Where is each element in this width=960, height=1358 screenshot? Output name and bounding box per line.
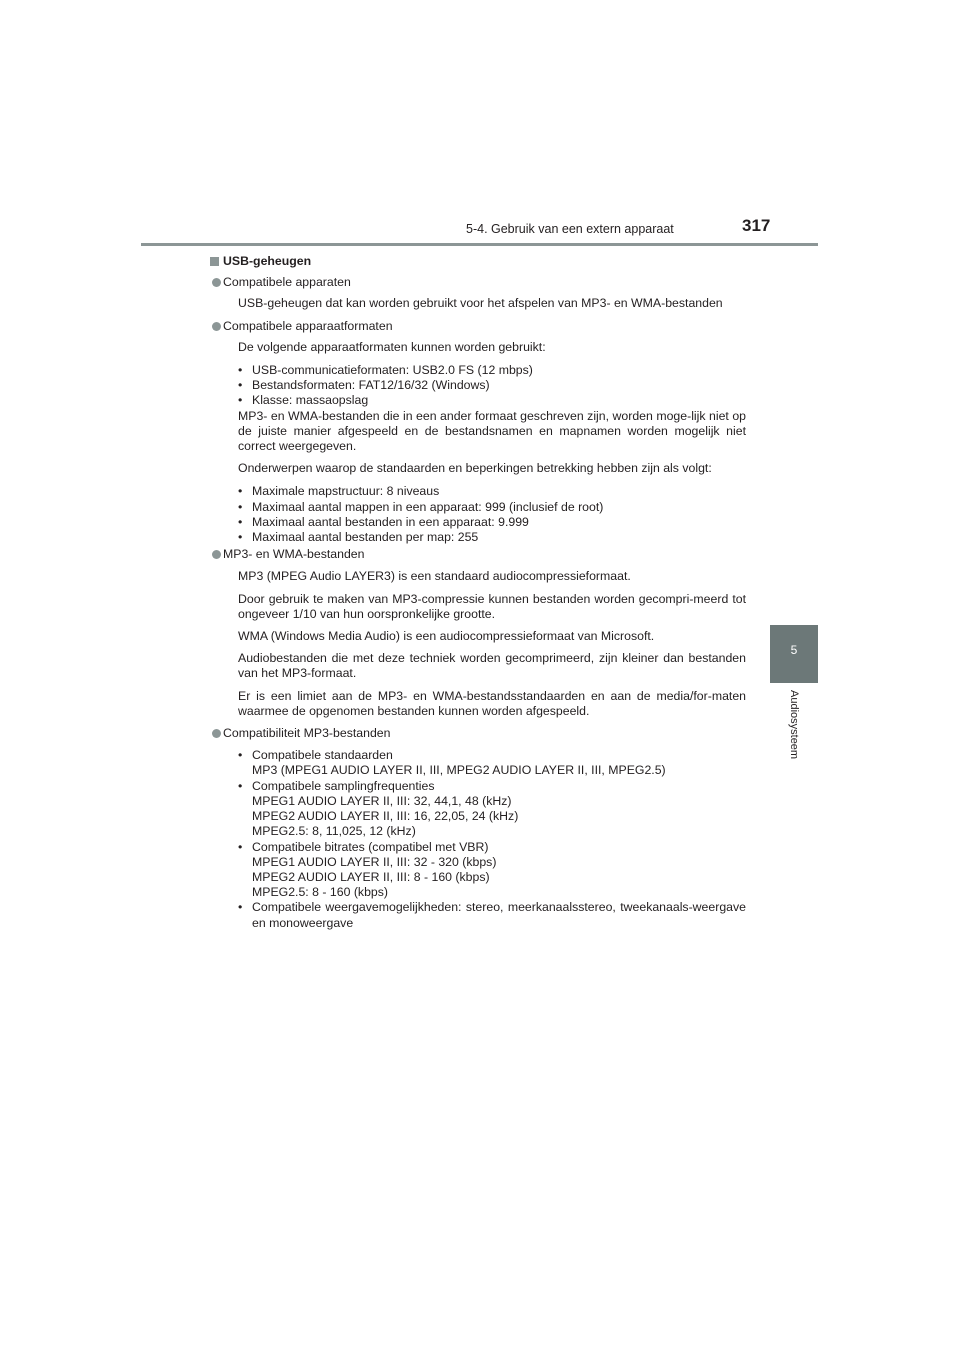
paragraph: De volgende apparaatformaten kunnen worden gebruikt:: [238, 339, 546, 354]
list-item-detail: MPEG1 AUDIO LAYER II, III: 32 - 320 (kbps): [252, 854, 497, 869]
bullet-mp3-wma-files: [210, 547, 746, 562]
circle-bullet-icon: [212, 278, 221, 287]
page-number: 317: [742, 216, 771, 235]
list-item: • Compatibele samplingfrequenties: [238, 779, 746, 794]
paragraph: Er is een limiet aan de MP3- en WMA-bestandsstandaarden en aan de media/for-maten waarmee de opgenomen bestanden kunnen worden afgespeeld.: [238, 688, 746, 718]
list-item: • Maximaal aantal mappen in een apparaat: 999 (inclusief de root): [238, 500, 746, 515]
chapter-number: 5: [790, 643, 798, 657]
format-list: [210, 363, 746, 409]
list-item: • Bestandsformaten: FAT12/16/32 (Windows): [238, 378, 746, 393]
paragraph: Door gebruik te maken van MP3-compressie kunnen bestanden worden gecompri-meerd tot ongeveer 1/10 van hun oorspronkelijke grootte.: [238, 591, 746, 621]
bullet-device-formats: [210, 319, 746, 334]
section-heading: [210, 254, 746, 269]
list-item-detail: MPEG2.5: 8 - 160 (kbps): [252, 885, 389, 900]
list-item: • Maximale mapstructuur: 8 niveaus: [238, 484, 746, 499]
bullet-title: Compatibele apparaatformaten: [223, 318, 393, 333]
circle-bullet-icon: [212, 550, 221, 559]
limits-list: [210, 484, 746, 545]
list-item: • Compatibele standaarden: [238, 748, 746, 763]
list-item: • Compatibele weergavemogelijkheden: stereo, meerkanaalsstereo, tweekanaals-weergave en monoweergave: [238, 900, 746, 930]
circle-bullet-icon: [212, 729, 221, 738]
paragraph: USB-geheugen dat kan worden gebruikt voor het afspelen van MP3- en WMA-bestanden: [238, 296, 723, 311]
header-rule: [141, 243, 818, 246]
list-item-detail: MP3 (MPEG1 AUDIO LAYER II, III, MPEG2 AUDIO LAYER II, III, MPEG2.5): [252, 763, 666, 778]
square-bullet-icon: [210, 257, 219, 266]
bullet-title: MP3- en WMA-bestanden: [223, 547, 365, 562]
circle-bullet-icon: [212, 322, 221, 331]
list-item-detail: MPEG1 AUDIO LAYER II, III: 32, 44,1, 48 (kHz): [252, 793, 512, 808]
compatibility-list: [210, 748, 746, 930]
bullet-title: Compatibele apparaten: [223, 275, 351, 290]
paragraph: WMA (Windows Media Audio) is een audiocompressieformaat van Microsoft.: [238, 629, 655, 644]
paragraph: MP3 (MPEG Audio LAYER3) is een standaard audiocompressieformaat.: [238, 569, 631, 584]
page-content: [210, 254, 746, 931]
section-title: 5-4. Gebruik van een extern apparaat: [466, 222, 674, 236]
list-item-detail: MPEG2.5: 8, 11,025, 12 (kHz): [252, 824, 416, 839]
paragraph: Onderwerpen waarop de standaarden en beperkingen betrekking hebben zijn als volgt:: [238, 461, 712, 476]
list-item: • Klasse: massaopslag: [238, 393, 746, 408]
list-item: • Maximaal aantal bestanden in een apparaat: 9.999: [238, 515, 746, 530]
section-heading-text: USB-geheugen: [223, 254, 312, 268]
list-item-detail: MPEG2 AUDIO LAYER II, III: 16, 22,05, 24 (kHz): [252, 809, 519, 824]
paragraph: MP3- en WMA-bestanden die in een ander formaat geschreven zijn, worden moge-lijk niet op de juiste manier afgespeeld en de bestandsnamen en mapnamen worden mogelijk niet correct weergegeven.: [238, 408, 746, 454]
chapter-tab: [770, 625, 818, 683]
list-item: • Maximaal aantal bestanden per map: 255: [238, 530, 746, 545]
list-item-detail: MPEG2 AUDIO LAYER II, III: 8 - 160 (kbps): [252, 869, 490, 884]
bullet-compatible-devices: [210, 275, 746, 290]
list-item: • USB-communicatieformaten: USB2.0 FS (12 mbps): [238, 363, 746, 378]
bullet-mp3-compatibility: [210, 726, 746, 741]
list-item: • Compatibele bitrates (compatibel met VBR): [238, 840, 746, 855]
chapter-label: Audiosysteem: [788, 690, 800, 760]
paragraph: Audiobestanden die met deze techniek worden gecomprimeerd, zijn kleiner dan bestanden van het MP3-formaat.: [238, 651, 746, 681]
bullet-title: Compatibiliteit MP3-bestanden: [223, 726, 391, 741]
